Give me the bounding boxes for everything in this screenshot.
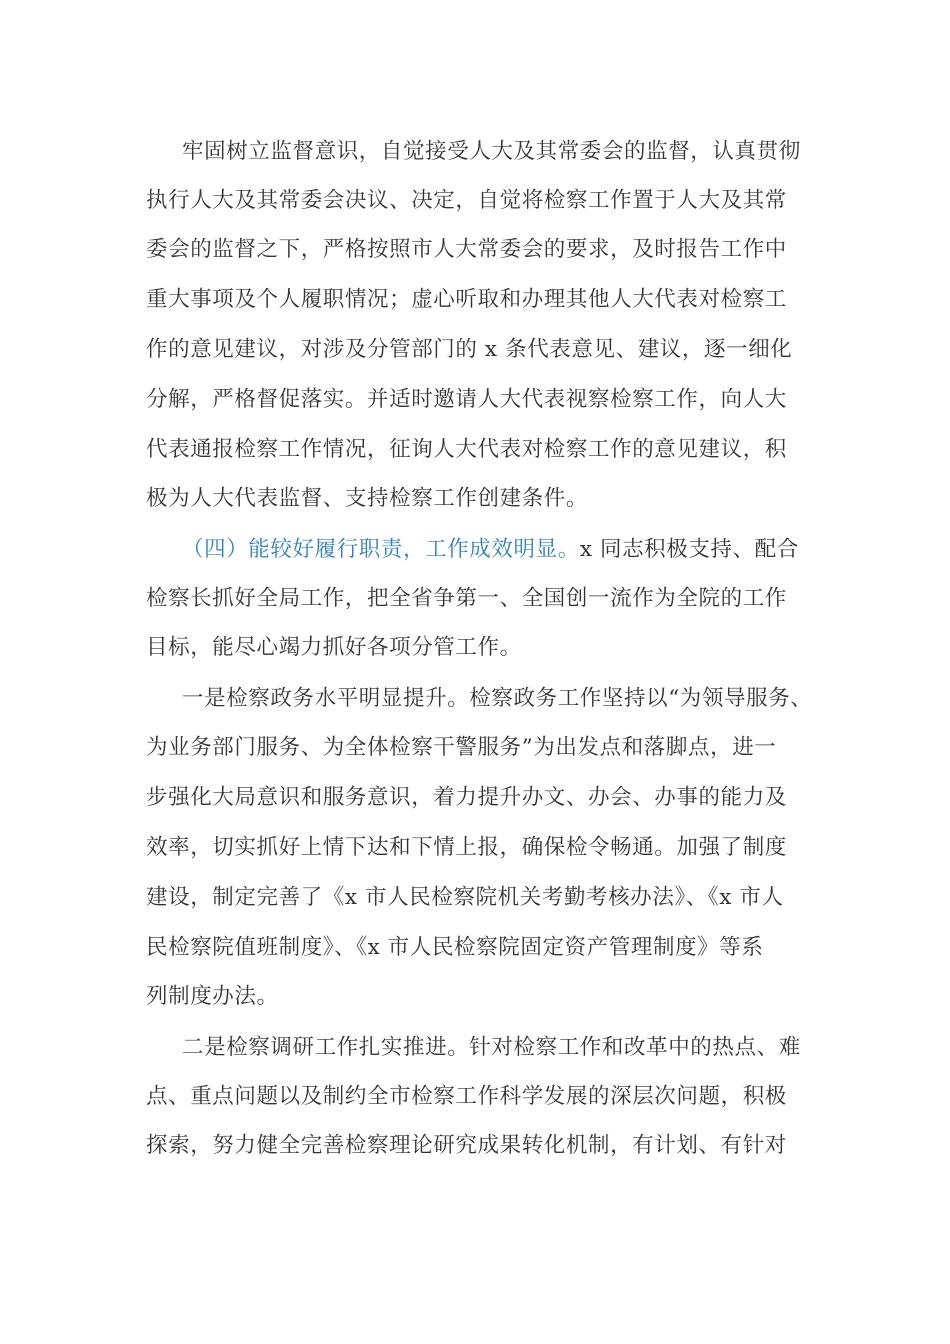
paragraph-1-line-3: 委会的监督之下，严格按照市人大常委会的要求，及时报告工作中	[146, 237, 787, 262]
paragraph-3-line-1: 一是检察政务水平明显提升。检察政务工作坚持以“为领导服务、	[182, 686, 813, 711]
paragraph-2-line-3: 目标，能尽心竭力抓好各项分管工作。	[146, 635, 522, 660]
paragraph-4-line-2: 点、重点问题以及制约全市检察工作科学发展的深层次问题，积极	[146, 1084, 787, 1109]
paragraph-4-line-1: 二是检察调研工作扎实推进。针对检察工作和改革中的热点、难	[182, 1035, 801, 1060]
paragraph-1-line-6: 分解，严格督促落实。并适时邀请人大代表视察检察工作，向人大	[146, 387, 787, 412]
paragraph-1-line-4: 重大事项及个人履职情况；虚心听取和办理其他人大代表对检察工	[146, 287, 787, 312]
paragraph-1-line-2: 执行人大及其常委会决议、决定，自觉将检察工作置于人大及其常	[146, 188, 787, 213]
paragraph-3-line-2: 为业务部门服务、为全体检察干警服务”为出发点和落脚点，进一	[146, 735, 777, 760]
paragraph-2-line-1	[182, 536, 799, 564]
paragraph-4-line-3: 探索，努力健全完善检察理论研究成果转化机制，有计划、有针对	[146, 1133, 787, 1158]
paragraph-3-line-6: 民检察院值班制度》、《x 市人民检察院固定资产管理制度》等系	[146, 935, 764, 960]
paragraph-3-line-3: 步强化大局意识和服务意识，着力提升办文、办会、办事的能力及	[146, 785, 787, 810]
paragraph-1-line-7: 代表通报检察工作情况，征询人大代表对检察工作的意见建议，积	[146, 437, 787, 462]
paragraph-2-line-2: 检察长抓好全局工作，把全省争第一、全国创一流作为全院的工作	[146, 586, 787, 611]
paragraph-3-line-5: 建设，制定完善了《x 市人民检察院机关考勤考核办法》、《x 市人	[146, 885, 784, 910]
paragraph-1-line-8: 极为人大代表监督、支持检察工作创建条件。	[146, 486, 589, 511]
section-heading: （四）能较好履行职责，工作成效明显。	[182, 537, 580, 562]
paragraph-3-line-7: 列制度办法。	[146, 984, 279, 1009]
paragraph-3-line-4: 效率，切实抓好上情下达和下情上报，确保检令畅通。加强了制度	[146, 835, 787, 860]
paragraph-1-line-5: 作的意见建议，对涉及分管部门的 x 条代表意见、建议，逐一细化	[146, 337, 793, 362]
paragraph-1-line-1: 牢固树立监督意识，自觉接受人大及其常委会的监督，认真贯彻	[182, 139, 801, 164]
section-heading-continuation: x 同志积极支持、配合	[579, 537, 799, 562]
